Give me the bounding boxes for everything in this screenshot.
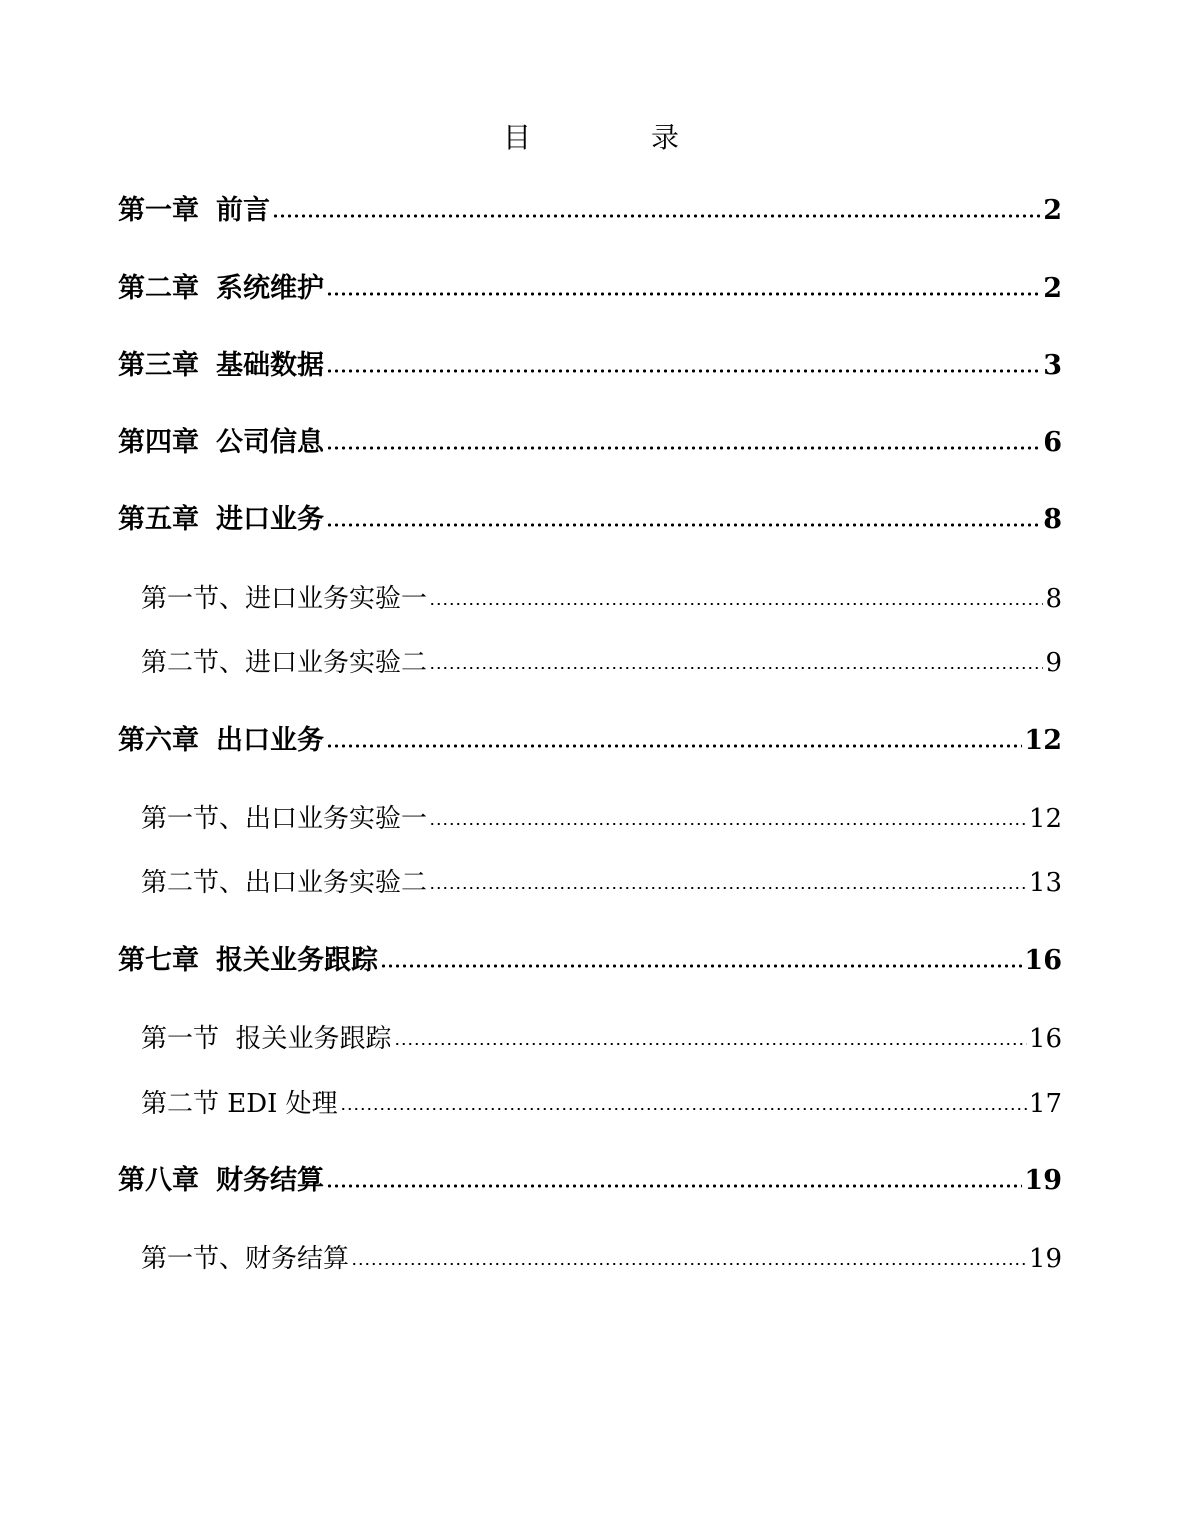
section-label: 第一节 报关业务跟踪	[141, 1024, 392, 1054]
page-number: 16	[1028, 1024, 1062, 1054]
page-number: 8	[1043, 504, 1062, 535]
chapter-number: 第一章	[118, 195, 199, 226]
dot-leader	[429, 602, 1043, 606]
toc-entry-section-5-2[interactable]	[141, 643, 1062, 683]
chapter-number: 第四章	[118, 427, 199, 458]
dot-leader	[326, 369, 1041, 373]
chapter-label	[118, 269, 324, 309]
chapter-number: 第二章	[118, 273, 199, 304]
dot-leader	[394, 1042, 1027, 1046]
chapter-title: 基础数据	[216, 350, 324, 381]
page-number: 19	[1024, 1165, 1062, 1196]
chapter-label	[118, 346, 324, 386]
chapter-title: 系统维护	[216, 273, 324, 304]
page-number: 17	[1028, 1089, 1062, 1119]
toc-entry-chapter-2[interactable]	[118, 269, 1062, 309]
toc-entry-chapter-6[interactable]	[118, 721, 1062, 761]
toc-entry-section-6-1[interactable]	[141, 799, 1062, 839]
page-number: 3	[1043, 350, 1062, 381]
toc-title: 目 录	[502, 121, 725, 154]
toc-entry-chapter-4[interactable]	[118, 423, 1062, 463]
toc-entry-section-5-1[interactable]	[141, 579, 1062, 619]
section-label: 第一节、财务结算	[141, 1244, 350, 1274]
chapter-label	[118, 941, 378, 981]
toc-entry-chapter-8[interactable]	[118, 1161, 1062, 1201]
chapter-label	[118, 721, 324, 761]
chapter-label	[118, 423, 324, 463]
page-number: 19	[1028, 1244, 1062, 1274]
section-label: 第二节 EDI 处理	[141, 1089, 338, 1119]
chapter-number: 第三章	[118, 350, 199, 381]
page-number: 9	[1045, 648, 1062, 678]
toc-entry-chapter-3[interactable]	[118, 346, 1062, 386]
toc-entry-section-7-2[interactable]	[141, 1084, 1062, 1124]
toc-entry-chapter-1[interactable]	[118, 191, 1062, 231]
dot-leader	[272, 214, 1041, 218]
page-number: 12	[1028, 804, 1062, 834]
section-label: 第一节、进口业务实验一	[141, 584, 428, 614]
dot-leader	[351, 1262, 1027, 1266]
page-number: 8	[1045, 584, 1062, 614]
chapter-title: 出口业务	[216, 725, 324, 756]
chapter-title: 前言	[216, 195, 270, 226]
chapter-number: 第五章	[118, 504, 199, 535]
page-number: 6	[1043, 427, 1062, 458]
chapter-title: 财务结算	[216, 1165, 324, 1196]
section-label: 第一节、出口业务实验一	[141, 804, 428, 834]
chapter-number: 第八章	[118, 1165, 199, 1196]
chapter-title: 报关业务跟踪	[216, 945, 378, 976]
section-label: 第二节、出口业务实验二	[141, 868, 428, 898]
toc-entry-chapter-5[interactable]	[118, 500, 1062, 540]
chapter-number: 第六章	[118, 725, 199, 756]
page-number: 2	[1043, 195, 1062, 226]
section-label: 第二节、进口业务实验二	[141, 648, 428, 678]
dot-leader	[326, 1184, 1022, 1188]
chapter-title: 公司信息	[216, 427, 324, 458]
chapter-title: 进口业务	[216, 504, 324, 535]
page-number: 16	[1024, 945, 1062, 976]
chapter-label	[118, 500, 324, 540]
dot-leader	[326, 446, 1041, 450]
page-number: 13	[1028, 868, 1062, 898]
dot-leader	[326, 523, 1041, 527]
dot-leader	[326, 744, 1022, 748]
dot-leader	[326, 292, 1041, 296]
chapter-label	[118, 191, 270, 231]
chapter-label	[118, 1161, 324, 1201]
page-number: 12	[1024, 725, 1062, 756]
toc-entry-section-7-1[interactable]	[141, 1019, 1062, 1059]
toc-entry-section-6-2[interactable]	[141, 863, 1062, 903]
dot-leader	[429, 666, 1043, 670]
page-number: 2	[1043, 273, 1062, 304]
dot-leader	[429, 886, 1027, 890]
dot-leader	[340, 1107, 1027, 1111]
chapter-number: 第七章	[118, 945, 199, 976]
toc-entry-section-8-1[interactable]	[141, 1239, 1062, 1279]
dot-leader	[380, 964, 1022, 968]
dot-leader	[429, 822, 1027, 826]
toc-entry-chapter-7[interactable]	[118, 941, 1062, 981]
